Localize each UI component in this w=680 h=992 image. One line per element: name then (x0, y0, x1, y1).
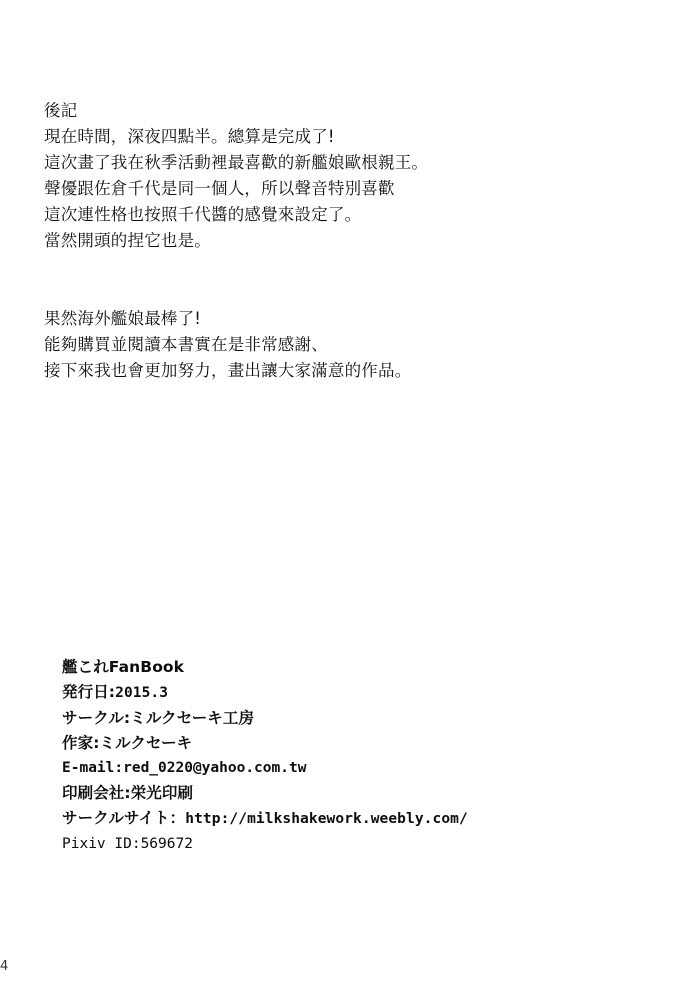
afterword-heading: 後記 (44, 101, 78, 120)
afterword-spacer (44, 254, 644, 306)
colophon-pixiv (62, 832, 622, 857)
afterword-line-1: 現在時間，深夜四點半。總算是完成了! (44, 127, 335, 146)
colophon-email-value[interactable]: red_0220@yahoo.com.tw (123, 760, 307, 776)
colophon-site-value[interactable]: http://milkshakework.weebly.com/ (185, 811, 468, 827)
afterword-line-3: 聲優跟佐倉千代是同一個人，所以聲音特別喜歡 (44, 179, 395, 198)
colophon-pixiv-value: 569672 (140, 836, 193, 852)
colophon-printer-value: 栄光印刷 (130, 784, 194, 802)
colophon-section (62, 655, 622, 857)
colophon-site-label: サークルサイト： (62, 809, 186, 827)
colophon-publish-date-label: 発行日: (62, 683, 116, 701)
afterword-closing-line-1: 果然海外艦娘最棒了! (44, 309, 202, 328)
afterword-line-4: 這次連性格也按照千代醬的感覺來設定了。 (44, 205, 362, 224)
colophon-publish-date (62, 680, 622, 706)
colophon-site (62, 806, 622, 832)
colophon-circle (62, 706, 622, 731)
colophon-author-label: 作家: (62, 734, 100, 752)
afterword-closing-line-2: 能夠購買並閱讀本書實在是非常感謝、 (44, 335, 328, 354)
colophon-printer (62, 781, 622, 806)
colophon-email-label: E-mail: (62, 760, 124, 776)
colophon-circle-value: ミルクセーキ工房 (130, 709, 255, 727)
colophon-publish-date-value: 2015.3 (115, 685, 169, 701)
afterword-closing-line-3: 接下來我也會更加努力，畫出讓大家滿意的作品。 (44, 361, 412, 380)
colophon-circle-label: サークル: (62, 709, 131, 727)
afterword-line-2: 這次畫了我在秋季活動裡最喜歡的新艦娘歐根親王。 (44, 153, 429, 172)
colophon-author (62, 731, 622, 756)
afterword-line-5: 當然開頭的捏它也是。 (44, 231, 211, 250)
afterword-section (44, 98, 644, 384)
colophon-printer-label: 印刷会社: (62, 784, 131, 802)
colophon-pixiv-label: Pixiv ID: (62, 836, 141, 852)
colophon-title: 艦これFanBook (62, 658, 185, 676)
colophon-email (62, 756, 622, 781)
page-number: 4 (0, 959, 9, 974)
colophon-author-value: ミルクセーキ (99, 734, 193, 752)
